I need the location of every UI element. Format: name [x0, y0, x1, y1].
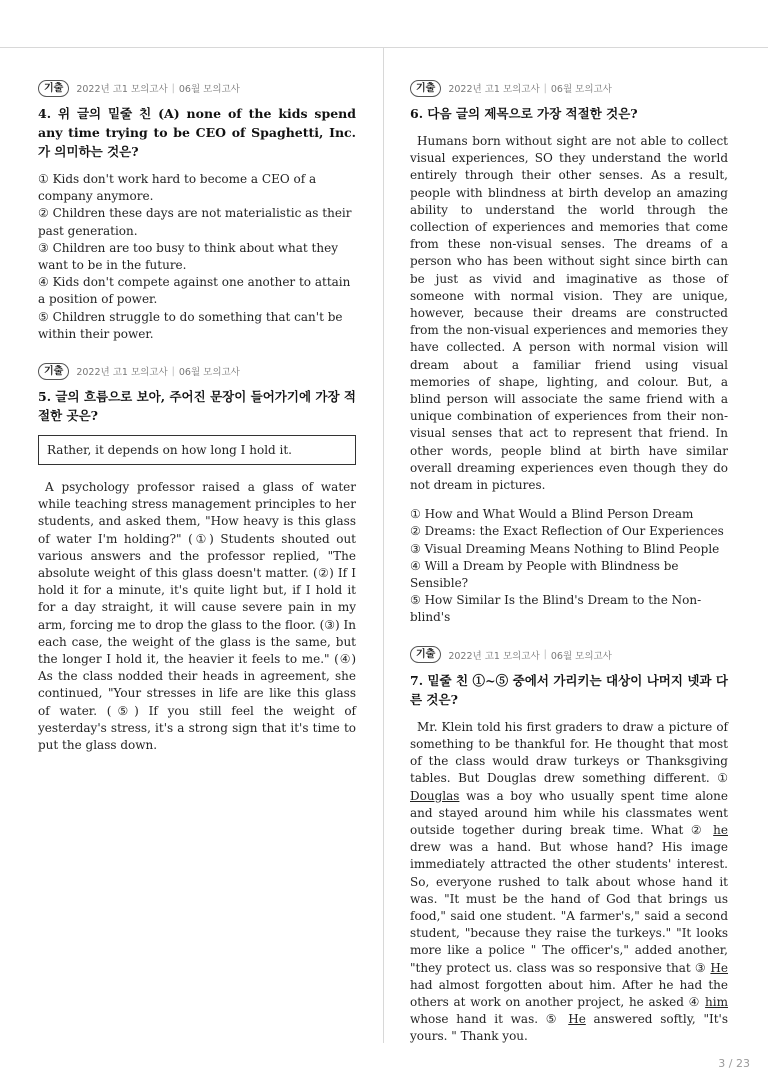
underlined-target-5: He — [568, 1012, 586, 1027]
question-tag-line — [38, 361, 356, 381]
question-4 — [38, 78, 356, 343]
choice-1[interactable]: ① Kids don't work hard to become a CEO of a company anymore. — [38, 172, 317, 204]
passage-text: Humans born without sight are not able to collect visual experiences, SO they understand the world entirely through their other senses. As a result, people with blindness at birth develop an amazing ability to understand the world through the collection of experiences and memories that come from these non-visual senses. The dreams of a person who has been without sight since birth can be just as vivid and imaginative as those of someone with normal vision. They are unique, however, because their dreams are constructed from the non-visual experiences and memories they have collected. A person with normal vision will dream about a familiar friend using visual memories of shape, lighting, and colour. But, a blind person will associate the same friend with a unique combination of experiences from their non-visual senses that act to represent that friend. In other words, people blind at birth have similar overall dreaming experiences even though they do not dream in pictures. — [410, 134, 728, 493]
top-divider — [0, 47, 768, 48]
past-exam-badge: 기출 — [38, 80, 69, 97]
month-label: 06월 모의고사 — [178, 367, 240, 379]
choice-2[interactable]: ② Dreams: the Exact Reflection of Our Experiences — [410, 524, 724, 539]
passage-text: A psychology professor raised a glass of water while teaching stress management principles to her students, and asked them, "How heavy is this glass of water I'm holding?" (①) Students shouted out various answers and the professor replied, "The absolute weight of this glass doesn't matter. (②) If I hold it for a minute, it's quite light but, if I hold it for a day straight, it will cause severe pain in my arm, forcing me to drop the glass to the floor. (③) In each case, the weight of the glass is the same, but the longer I hold it, the heavier it feels to me." (④) As the class nodded their heads in agreement, she continued, "Your stresses in life are like this glass of water. (⑤) If you still feel the weight of yesterday's stress, it's a strong sign that it's time to put the glass down. — [38, 480, 356, 753]
choice-5[interactable]: ⑤ Children struggle to do something that can't be within their power. — [38, 309, 343, 341]
question-7 — [410, 645, 728, 1046]
past-exam-badge: 기출 — [410, 80, 441, 97]
tag-separator: | — [543, 649, 547, 661]
past-exam-badge: 기출 — [410, 646, 441, 663]
column-divider — [383, 48, 384, 1043]
exam-label: 2022년 고1 모의고사 — [76, 84, 168, 95]
given-sentence-box: Rather, it depends on how long I hold it. — [38, 435, 356, 465]
spacer — [410, 494, 728, 506]
choice-3[interactable]: ③ Children are too busy to think about what they want to be in the future. — [38, 240, 338, 273]
question-tag-line — [410, 78, 728, 98]
passage-segment: was a boy who usually spent time alone and stayed around him while his classmates went outside together during break time. What ② — [410, 788, 728, 837]
question-6 — [410, 78, 728, 627]
month-label: 06월 모의고사 — [178, 84, 240, 95]
question-title: 5. 글의 흐름으로 보아, 주어진 문장이 들어가기에 가장 적절한 곳은? — [38, 389, 356, 424]
page-number: 3 / 23 — [718, 1057, 750, 1070]
choice-3[interactable]: ③ Visual Dreaming Means Nothing to Blind People — [410, 541, 720, 556]
spacer — [38, 343, 356, 361]
left-column — [38, 78, 356, 754]
right-column — [410, 78, 728, 1046]
past-exam-badge: 기출 — [38, 363, 69, 380]
passage-segment: Mr. Klein told his first graders to draw a picture of something to be thankful for. He thought that most of the class would draw turkeys or Thanksgiving tables. But Douglas drew something different. ① — [410, 719, 728, 786]
passage-segment: drew was a hand. But whose hand? His image immediately attracted the other students' interest. So, everyone rushed to talk about whose hand it was. "It must be the hand of God that brings us food," said one student. "A farmer's," said a second student, "because they raise the turkeys." "It looks more like a police " The officer's," added another, "they protect us. class was so responsive that ③ — [410, 840, 728, 975]
tag-separator: | — [543, 82, 547, 94]
question-tag-line — [410, 645, 728, 665]
question-title: 6. 다음 글의 제목으로 가장 적절한 것은? — [410, 106, 638, 121]
underlined-target-2: he — [713, 822, 728, 837]
question-5 — [38, 361, 356, 754]
passage-text — [410, 719, 728, 1046]
question-title: 4. 위 글의 밑줄 친 (A) none of the kids spend any time trying to be CEO of Spaghetti, Inc.가 의미하는 것은? — [38, 106, 356, 159]
answer-choices — [38, 171, 356, 343]
passage-segment: answered softly, "It's yours. " Thank you. — [410, 1012, 728, 1044]
underlined-target-4: him — [705, 994, 728, 1009]
question-tag-line — [38, 78, 356, 98]
exam-label: 2022년 고1 모의고사 — [76, 367, 168, 379]
tag-separator: | — [171, 365, 175, 377]
choice-5[interactable]: ⑤ How Similar Is the Blind's Dream to the Non-blind's — [410, 593, 702, 625]
spacer — [410, 627, 728, 645]
month-label: 06월 모의고사 — [550, 650, 612, 662]
choice-1[interactable]: ① How and What Would a Blind Person Dream — [410, 507, 694, 522]
choice-4[interactable]: ④ Kids don't compete against one another to attain a position of power. — [38, 275, 351, 307]
exam-label: 2022년 고1 모의고사 — [448, 84, 540, 95]
exam-label: 2022년 고1 모의고사 — [448, 650, 540, 662]
tag-separator: | — [171, 82, 175, 94]
passage-segment: had almost forgotten about him. After he had the others at work on another project, he asked ④ — [410, 977, 728, 1009]
passage-segment: whose hand it was. ⑤ — [410, 1012, 569, 1027]
answer-choices — [410, 506, 728, 626]
month-label: 06월 모의고사 — [550, 84, 612, 95]
question-title: 7. 밑줄 친 ①~⑤ 중에서 가리키는 대상이 나머지 넷과 다른 것은? — [410, 672, 728, 707]
choice-4[interactable]: ④ Will a Dream by People with Blindness be Sensible? — [410, 558, 679, 591]
choice-2[interactable]: ② Children these days are not materialistic as their past generation. — [38, 206, 352, 238]
underlined-target-1: Douglas — [410, 788, 460, 803]
underlined-target-3: He — [710, 960, 728, 975]
